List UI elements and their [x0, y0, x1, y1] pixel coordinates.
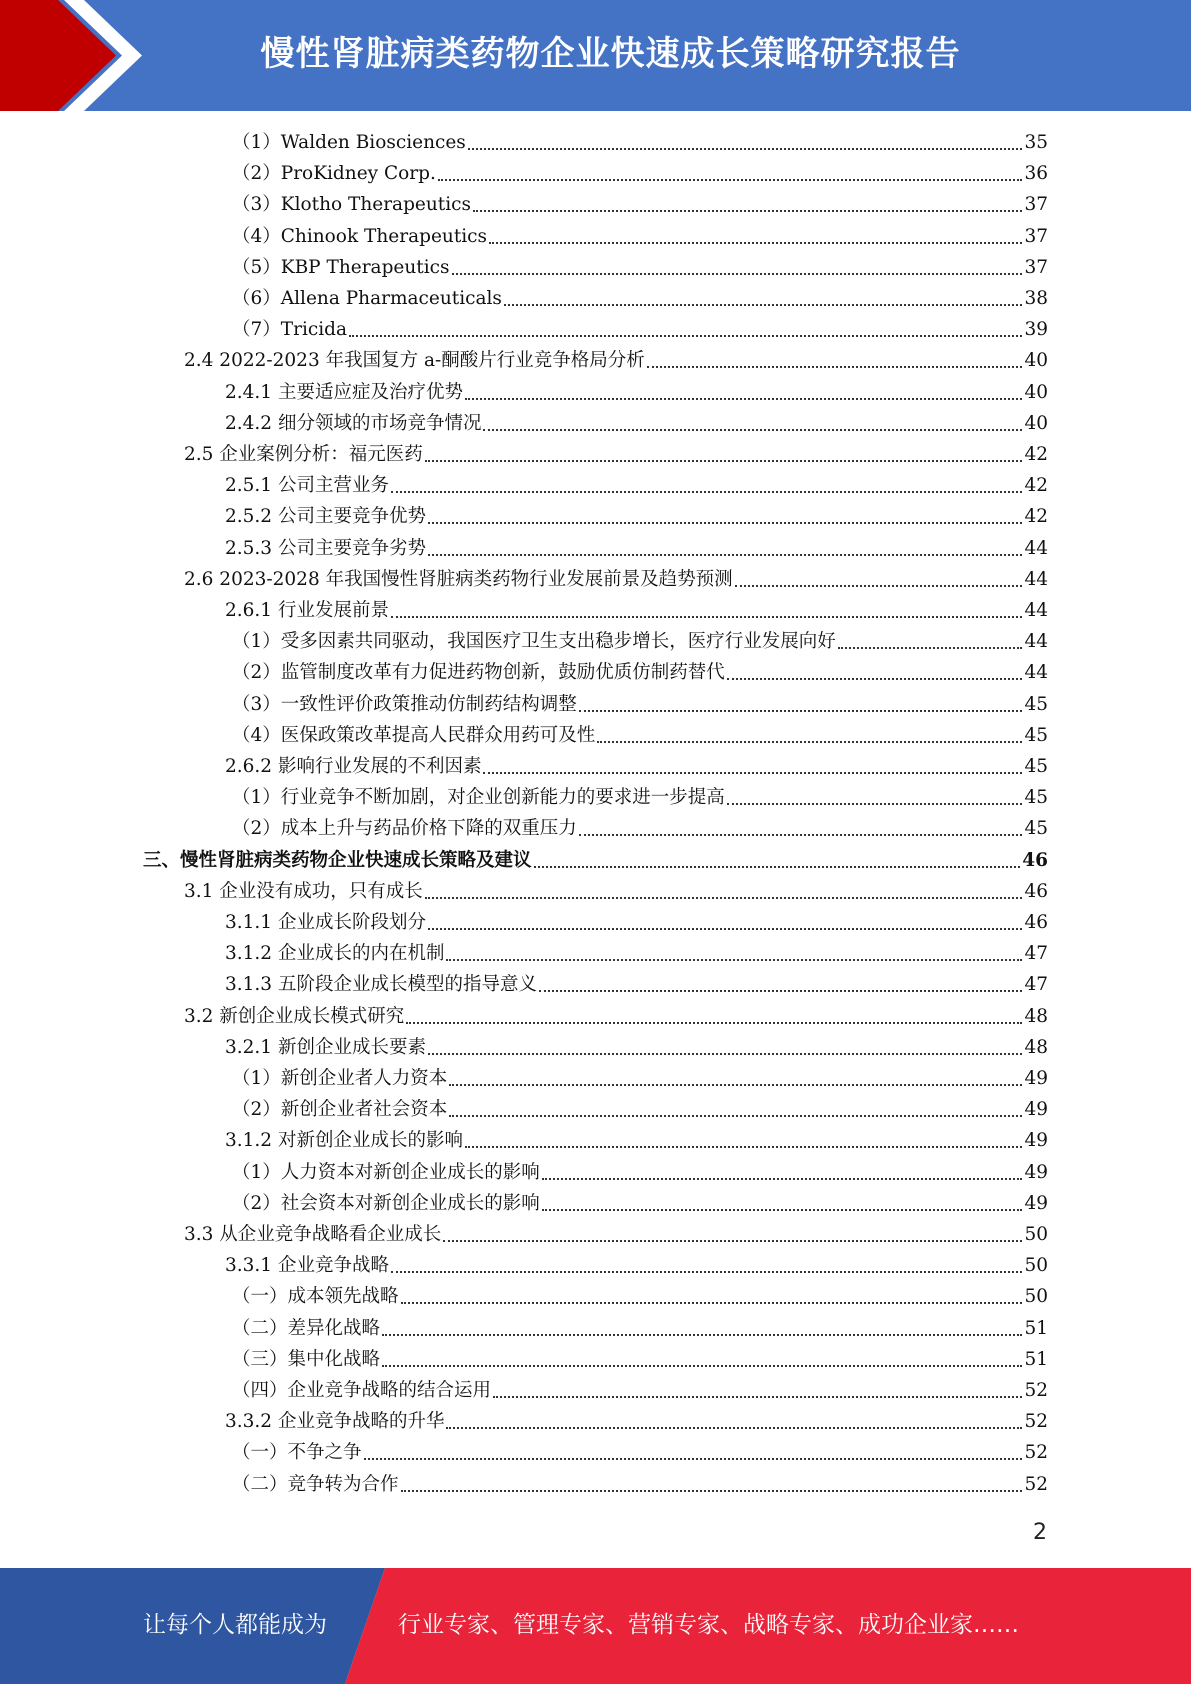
toc-entry[interactable] — [225, 1251, 1048, 1281]
toc-entry-title: （二）差异化战略 — [232, 1317, 381, 1339]
toc-entry-title: （2）ProKidney Corp. — [232, 163, 436, 185]
toc-dot-leader — [534, 866, 1021, 868]
toc-entry-title: （2）新创企业者社会资本 — [232, 1099, 448, 1121]
toc-entry-page: 45 — [1024, 693, 1048, 715]
toc-entry-page: 50 — [1024, 1255, 1048, 1277]
toc-entry-title: 3.1.3 五阶段企业成长模型的指导意义 — [225, 974, 537, 996]
toc-entry-title: 3.2.1 新创企业成长要素 — [225, 1036, 426, 1058]
toc-entry-title: （二）竞争转为合作 — [232, 1473, 399, 1495]
toc-entry-page: 49 — [1024, 1099, 1048, 1121]
toc-entry-title: （3）一致性评价政策推动仿制药结构调整 — [232, 693, 577, 715]
toc-dot-leader — [579, 834, 1023, 836]
toc-entry[interactable] — [232, 1095, 1048, 1125]
toc-entry-title: （1）Walden Biosciences — [232, 132, 466, 153]
toc-entry-page: 42 — [1024, 444, 1048, 465]
toc-entry-title: （一）不争之争 — [232, 1442, 362, 1464]
toc-entry-page: 52 — [1024, 1380, 1048, 1401]
toc-entry-page: 50 — [1024, 1286, 1048, 1308]
toc-entry[interactable] — [232, 1345, 1048, 1375]
toc-dot-leader — [735, 585, 1023, 587]
toc-entry-page: 36 — [1024, 163, 1048, 185]
toc-entry[interactable] — [225, 752, 1048, 782]
toc-entry-title: （1）新创企业者人力资本 — [232, 1068, 448, 1089]
toc-entry[interactable] — [232, 1158, 1048, 1188]
toc-entry-title: （5）KBP Therapeutics — [232, 256, 450, 278]
toc-entry-page: 46 — [1024, 880, 1048, 902]
toc-dot-leader — [539, 990, 1022, 992]
toc-entry[interactable] — [232, 128, 1048, 158]
toc-entry[interactable] — [232, 1064, 1048, 1094]
toc-entry[interactable] — [225, 908, 1048, 938]
toc-dot-leader — [452, 273, 1023, 275]
toc-entry-page: 40 — [1024, 412, 1048, 434]
toc-entry[interactable] — [232, 284, 1048, 314]
toc-dot-leader — [391, 491, 1022, 493]
toc-dot-leader — [449, 1115, 1022, 1117]
toc-dot-leader — [382, 1334, 1022, 1336]
toc-entry-title: （1）行业竞争不断加剧，对企业创新能力的要求进一步提高 — [232, 787, 725, 809]
toc-dot-leader — [443, 1240, 1022, 1242]
toc-dot-leader — [838, 647, 1023, 649]
toc-entry[interactable] — [184, 1220, 1048, 1250]
toc-entry-page: 44 — [1024, 631, 1048, 653]
toc-entry-page: 37 — [1024, 225, 1048, 247]
toc-entry-title: 3.1 企业没有成功，只有成长 — [184, 880, 423, 902]
toc-entry-page: 49 — [1024, 1130, 1048, 1152]
toc-entry-title: 3.3 从企业竞争战略看企业成长 — [184, 1224, 442, 1245]
toc-entry-title: 3.1.1 企业成长阶段划分 — [225, 912, 426, 933]
toc-entry-page: 35 — [1024, 132, 1048, 153]
toc-dot-leader — [483, 429, 1022, 431]
toc-entry-title: 3.3.2 企业竞争战略的升华 — [225, 1411, 445, 1433]
toc-entry-page: 47 — [1024, 974, 1048, 996]
toc-entry[interactable] — [225, 502, 1048, 532]
toc-entry[interactable] — [225, 970, 1048, 1000]
toc-dot-leader — [483, 772, 1022, 774]
toc-entry-page: 42 — [1024, 475, 1048, 497]
toc-entry-title: 三、慢性肾脏病类药物企业快速成长策略及建议 — [143, 849, 532, 871]
toc-entry-title: 2.5 企业案例分析：福元医药 — [184, 444, 423, 465]
toc-entry[interactable] — [232, 1282, 1048, 1312]
toc-entry-page: 44 — [1024, 568, 1048, 590]
toc-entry-page: 40 — [1024, 381, 1048, 403]
toc-entry[interactable] — [232, 1314, 1048, 1344]
toc-entry-title: （6）Allena Pharmaceuticals — [232, 288, 502, 309]
toc-entry-title: （2）社会资本对新创企业成长的影响 — [232, 1192, 540, 1214]
toc-entry[interactable] — [143, 846, 1048, 876]
toc-entry-page: 46 — [1022, 849, 1048, 871]
toc-entry[interactable] — [232, 222, 1048, 252]
toc-entry[interactable] — [225, 378, 1048, 408]
toc-entry-page: 39 — [1024, 319, 1048, 341]
toc-dot-leader — [465, 398, 1022, 400]
page-number: 2 — [1033, 1520, 1047, 1545]
toc-entry-page: 46 — [1024, 912, 1048, 933]
toc-dot-leader — [391, 616, 1022, 618]
toc-entry[interactable] — [225, 939, 1048, 969]
toc-entry[interactable] — [232, 190, 1048, 220]
toc-dot-leader — [349, 335, 1022, 337]
toc-entry[interactable] — [184, 440, 1048, 470]
toc-dot-leader — [542, 1209, 1023, 1211]
toc-entry-title: 3.1.2 企业成长的内在机制 — [225, 943, 445, 965]
toc-dot-leader — [438, 179, 1023, 181]
toc-dot-leader — [382, 1365, 1022, 1367]
toc-dot-leader — [425, 897, 1023, 899]
toc-dot-leader — [401, 1302, 1023, 1304]
toc-entry-title: （4）Chinook Therapeutics — [232, 225, 488, 247]
toc-entry[interactable] — [225, 1126, 1048, 1156]
toc-entry[interactable] — [225, 534, 1048, 564]
toc-entry-title: 2.4 2022-2023 年我国复方 a-酮酸片行业竞争格局分析 — [184, 350, 645, 372]
toc-dot-leader — [401, 1490, 1023, 1492]
toc-dot-leader — [579, 710, 1023, 712]
toc-entry[interactable] — [232, 1189, 1048, 1219]
toc-entry-page: 48 — [1024, 1036, 1048, 1058]
toc-entry-page: 45 — [1024, 756, 1048, 777]
toc-entry-page: 44 — [1024, 537, 1048, 559]
page-footer — [0, 1568, 1191, 1684]
toc-dot-leader — [647, 366, 1023, 368]
toc-entry[interactable] — [225, 596, 1048, 626]
toc-entry-title: （7）Tricida — [232, 319, 348, 341]
toc-dot-leader — [465, 1146, 1022, 1148]
toc-entry[interactable] — [184, 565, 1048, 595]
toc-entry-title: 2.4.1 主要适应症及治疗优势 — [225, 381, 463, 403]
toc-entry-page: 45 — [1024, 787, 1048, 809]
toc-entry-page: 50 — [1024, 1224, 1048, 1245]
toc-entry-title: 2.6.1 行业发展前景 — [225, 600, 389, 621]
toc-entry-title: （4）医保政策改革提高人民群众用药可及性 — [232, 724, 596, 746]
toc-entry-page: 52 — [1024, 1442, 1048, 1464]
toc-entry-page: 37 — [1024, 194, 1048, 216]
toc-entry[interactable] — [232, 315, 1048, 345]
footer-slogan-right: 行业专家、管理专家、营销专家、战略专家、成功企业家…… — [398, 1612, 1019, 1638]
toc-entry-page: 40 — [1024, 350, 1048, 372]
toc-entry[interactable] — [225, 1407, 1048, 1437]
toc-dot-leader — [597, 741, 1022, 743]
toc-dot-leader — [489, 242, 1022, 244]
toc-entry-page: 52 — [1024, 1473, 1048, 1495]
toc-dot-leader — [727, 803, 1023, 805]
toc-dot-leader — [446, 959, 1022, 961]
toc-entry-title: （2）成本上升与药品价格下降的双重压力 — [232, 818, 577, 840]
toc-entry[interactable] — [184, 877, 1048, 907]
toc-entry-title: （三）集中化战略 — [232, 1348, 381, 1370]
toc-entry-page: 45 — [1024, 724, 1048, 746]
toc-entry-page: 44 — [1024, 600, 1048, 621]
page-header — [0, 0, 1191, 111]
toc-entry[interactable] — [232, 814, 1048, 844]
toc-entry-page: 42 — [1024, 506, 1048, 528]
toc-dot-leader — [542, 1178, 1023, 1180]
toc-entry-title: 2.5.3 公司主要竞争劣势 — [225, 537, 426, 559]
toc-entry[interactable] — [225, 1033, 1048, 1063]
toc-entry-page: 49 — [1024, 1068, 1048, 1089]
toc-dot-leader — [406, 1022, 1022, 1024]
toc-entry-page: 45 — [1024, 818, 1048, 840]
toc-entry-title: （1）人力资本对新创企业成长的影响 — [232, 1161, 540, 1183]
toc-entry[interactable] — [232, 253, 1048, 283]
toc-entry[interactable] — [184, 346, 1048, 376]
toc-entry-title: 3.1.2 对新创企业成长的影响 — [225, 1130, 463, 1152]
toc-entry-title: （3）Klotho Therapeutics — [232, 194, 472, 216]
toc-entry[interactable] — [232, 1470, 1048, 1500]
toc-entry-page: 49 — [1024, 1161, 1048, 1183]
toc-dot-leader — [473, 210, 1022, 212]
toc-entry-title: 3.2 新创企业成长模式研究 — [184, 1005, 405, 1027]
toc-entry[interactable] — [232, 658, 1048, 688]
toc-dot-leader — [428, 1053, 1022, 1055]
toc-entry-title: （1）受多因素共同驱动，我国医疗卫生支出稳步增长，医疗行业发展向好 — [232, 631, 836, 653]
toc-entry[interactable] — [232, 627, 1048, 657]
toc-entry-title: 2.4.2 细分领域的市场竞争情况 — [225, 412, 482, 434]
toc-entry[interactable] — [232, 159, 1048, 189]
toc-dot-leader — [428, 522, 1022, 524]
toc-dot-leader — [364, 1458, 1023, 1460]
toc-entry-title: 2.5.2 公司主要竞争优势 — [225, 506, 426, 528]
toc-entry-page: 37 — [1024, 256, 1048, 278]
toc-entry-page: 48 — [1024, 1005, 1048, 1027]
toc-entry[interactable] — [232, 1438, 1048, 1468]
toc-dot-leader — [468, 148, 1023, 150]
toc-entry[interactable] — [225, 409, 1048, 439]
toc-entry[interactable] — [232, 690, 1048, 720]
toc-entry-title: 2.6 2023-2028 年我国慢性肾脏病类药物行业发展前景及趋势预测 — [184, 568, 733, 590]
toc-entry-page: 38 — [1024, 288, 1048, 309]
toc-entry-page: 47 — [1024, 943, 1048, 965]
toc-entry[interactable] — [225, 471, 1048, 501]
toc-dot-leader — [391, 1271, 1022, 1273]
toc-dot-leader — [504, 304, 1023, 306]
toc-entry[interactable] — [184, 1002, 1048, 1032]
toc-entry-page: 51 — [1024, 1317, 1048, 1339]
toc-dot-leader — [449, 1084, 1022, 1086]
footer-slogan-left: 让每个人都能成为 — [143, 1612, 327, 1638]
toc-dot-leader — [493, 1396, 1022, 1398]
toc-entry-page: 51 — [1024, 1348, 1048, 1370]
toc-entry-page: 49 — [1024, 1192, 1048, 1214]
toc-entry-page: 44 — [1024, 662, 1048, 684]
toc-entry-title: （一）成本领先战略 — [232, 1286, 399, 1308]
toc-entry[interactable] — [232, 783, 1048, 813]
toc-entry[interactable] — [232, 1376, 1048, 1406]
toc-entry-page: 52 — [1024, 1411, 1048, 1433]
toc-entry-title: 2.5.1 公司主营业务 — [225, 475, 389, 497]
header-title: 慢性肾脏病类药物企业快速成长策略研究报告 — [260, 34, 961, 74]
toc-dot-leader — [446, 1427, 1022, 1429]
toc-dot-leader — [428, 928, 1022, 930]
toc-dot-leader — [425, 460, 1023, 462]
toc-dot-leader — [428, 554, 1022, 556]
toc-entry-title: （四）企业竞争战略的结合运用 — [232, 1380, 492, 1401]
toc-entry-title: 3.3.1 企业竞争战略 — [225, 1255, 389, 1277]
toc-entry-title: 2.6.2 影响行业发展的不利因素 — [225, 756, 482, 777]
toc-entry[interactable] — [232, 721, 1048, 751]
toc-dot-leader — [727, 678, 1023, 680]
toc-entry-title: （2）监管制度改革有力促进药物创新，鼓励优质仿制药替代 — [232, 662, 725, 684]
